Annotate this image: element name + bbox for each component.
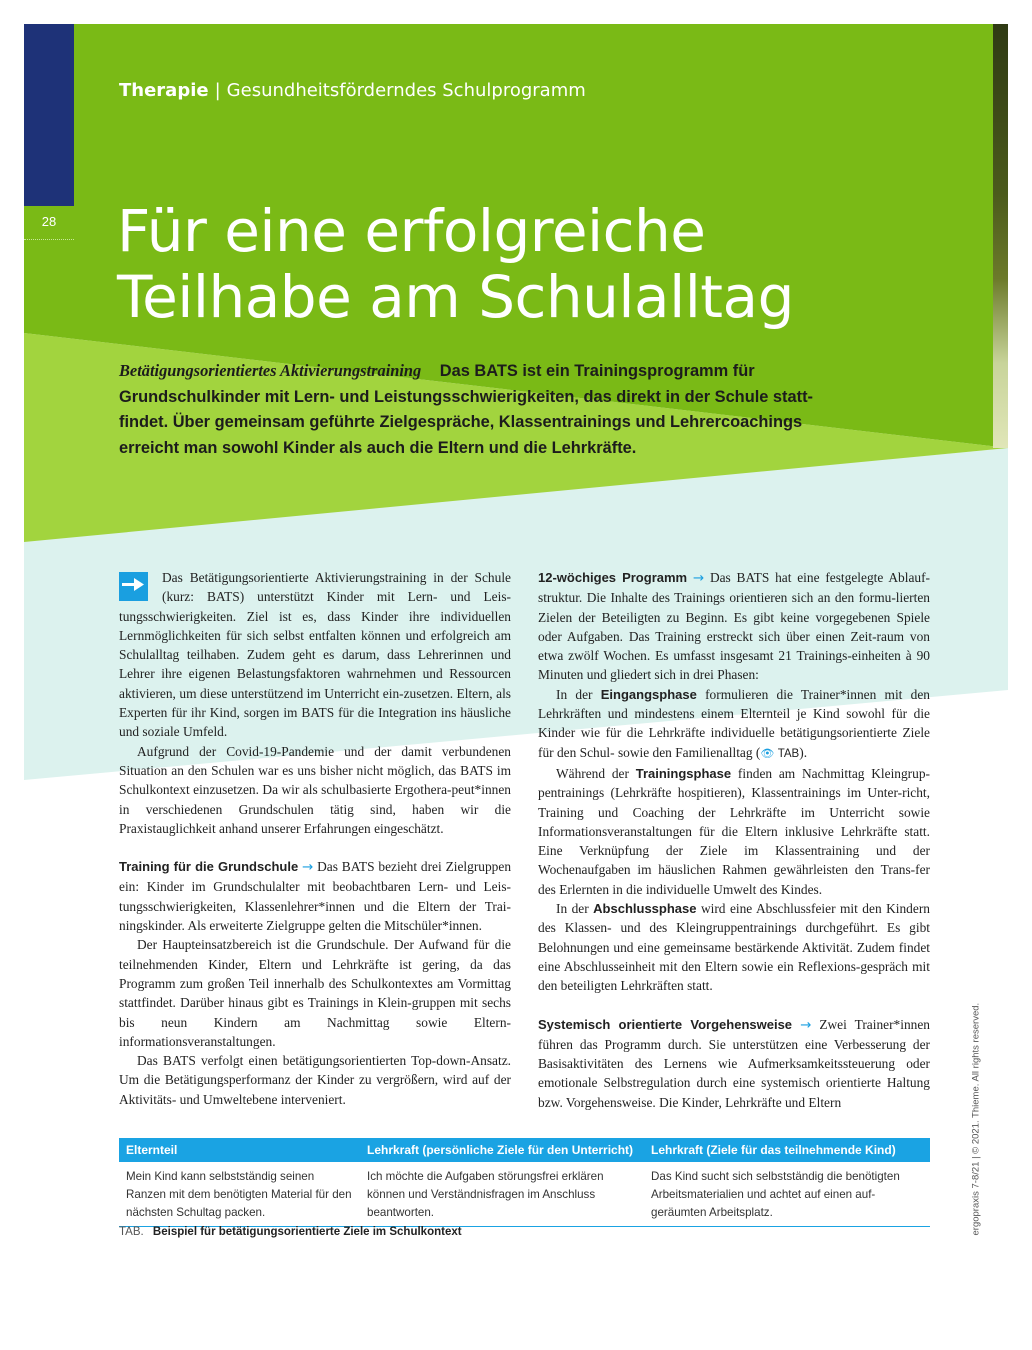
table-cell: Das Kind sucht sich selbstständig die benötigten Arbeitsmaterialien und achtet auf einen auf-geräumten Arbeitsplatz. [644, 1162, 930, 1227]
table-header-row [119, 1138, 930, 1162]
text-column-left [119, 568, 511, 1109]
systemisch-text: Zwei Trainer*innen führen das Programm durch. Sie unterstützen eine Verbesserung der Basisaktivitäten des Lernens wie Aufmerksamkeitssteuerung oder emotionale Selbstregulation durch eine systemisch orientierte Haltung bzw. Vorgehensweise. Die Kinder, Lehrkräfte und Eltern [538, 1016, 930, 1110]
eye-icon: 👁 [760, 746, 775, 760]
term-eingangsphase: Eingangsphase [600, 686, 697, 702]
navy-corner-bar [24, 24, 74, 206]
programm-paragraph [538, 568, 930, 685]
table-header-cell: Elternteil [119, 1138, 360, 1162]
table-header-cell: Lehrkraft (Ziele für das teilnehmende Kind) [644, 1138, 930, 1162]
programm-text: Das BATS hat eine festgelegte Ablauf-struktur. Die Inhalte des Trainings orientieren sich an den formu-lierten Zielen der Beteiligten zu Beginn. Es gibt keine vorgegebenen Spiele oder Aufgaben. Das Training erstreckt sich über einen Zeit-raum von etwa zwölf Wochen. Es umfasst insgesamt 21 Trainings-einheiten à 90 Minuten und gliedert sich in drei Phasen: [538, 570, 931, 683]
lead-title: Betätigungsorientiertes Aktivierungstraining [119, 361, 422, 380]
table-reference-link[interactable]: TAB [777, 747, 800, 760]
goals-table [119, 1138, 930, 1227]
eingangsphase-paragraph: In der Eingangsphase formulieren die Trainer*innen mit den Lehrkräften und mindestens einem Elternteil je Kind sowohl für die Kinder wie für die Lehrkräfte individuelle betätigungsorientierte Ziele für den Schul- sowie den Familienalltag (👁 TAB). [538, 686, 930, 760]
headline [117, 198, 917, 330]
headline-line-1: Für eine erfolgreiche [117, 197, 706, 265]
headline-line-2: Teilhabe am Schulalltag [117, 263, 794, 331]
table-cell: Ich möchte die Aufgaben störungsfrei erklären können und Verständnisfragen im Anschluss beantworten. [360, 1162, 644, 1227]
caption-text: Beispiel für betätigungsorientierte Ziele im Schulkontext [152, 1226, 462, 1238]
term-trainingsphase: Trainingsphase [635, 765, 732, 781]
caption-label: TAB. [119, 1226, 144, 1238]
arrow-right-icon: → [302, 860, 314, 876]
trainingsphase-paragraph: Während der Trainingsphase finden am Nachmittag Kleingrup-pentrainings (Lehrkräfte hospitieren), Klassentrainings im Unter-richt, Training und Coaching der Lehrkräfte im Unterricht sowie Informationsveranstaltungen für die Eltern inklusive Lehrkräfte statt. Eine Verknüpfung der Ziele im Klassentraining und der Wochenaufgaben im häuslichen Rahmen gewährleisten den Trans-fer des Erlernten in die individuelle Umwelt des Kindes. [538, 765, 930, 897]
copyright-note: ergopraxis 7-8/21 | © 2021. Thieme. All rights reserved. [970, 1002, 982, 1236]
page-number: 28 [24, 214, 74, 240]
subheading-grundschule: Training für die Grundschule [119, 859, 299, 875]
arrow-right-icon: → [692, 571, 705, 586]
subheading-systemisch: Systemisch orientierte Vorgehensweise [538, 1016, 793, 1032]
table-row [119, 1162, 930, 1227]
section-label: Therapie [119, 80, 209, 101]
start-arrow-icon [119, 572, 148, 601]
lead-text: Das BATS ist ein Trainingsprogramm für Grundschulkinder mit Lern- und Leistungsschwierigkeiten, das direkt in der Schule statt-findet. Über gemeinsam geführte Zielgespräche, Klassentrainings und Lehrercoachings erreicht man sowohl Kinder als auch die Eltern und die Lehrkräfte. [119, 362, 813, 457]
section-kicker [119, 80, 586, 101]
table-caption [119, 1226, 462, 1238]
covid-paragraph: Aufgrund der Covid-19-Pandemie und der damit verbundenen Situation an den Schulen war es uns bisher nicht möglich, das BATS im Schulkontext einzusetzen. Da wir als schulbasierte Ergothera-peut*innen in verschiedenen Grundschulen tätig sind, haben wir die Praxistauglichkeit anhand unserer Erfahrungen eingeschätzt. [119, 743, 511, 836]
intro-paragraph: Das Betätigungsorientierte Aktivierungstraining in der Schule (kurz: BATS) unterstützt Kinder mit Lern- und Leis-tungsschwierigkeiten. Ziel ist es, dass Kinder ihre individuellen Lernmöglichkeiten für sich selbst entfalten können und erfolgreich am Schulalltag teilhaben. Zudem geht es darum, dass Lehrerinnen und Lehrer ihre eigenen Belastungsfaktoren wahrnehmen und Ressourcen aktivieren, um diese unterstützend im Unterricht ein-zusetzen. Eltern, als Experten für ihr Kind, sorgen im BATS für die Integration ins häusliche und soziale Umfeld. [119, 570, 511, 740]
topdown-paragraph: Das BATS verfolgt einen betätigungsorientierten Top-down-Ansatz. Um die Betätigungsperformanz der Kinder zu vergrößern, wird auf der Aktivitäts- und Umweltebene interveniert. [119, 1053, 511, 1107]
lead-paragraph [119, 358, 824, 461]
text-column-right [538, 568, 930, 1112]
term-abschlussphase: Abschlussphase [593, 901, 697, 917]
arrow-right-icon: → [800, 1017, 812, 1033]
table-header-cell: Lehrkraft (persönliche Ziele für den Unterricht) [360, 1138, 644, 1162]
grundschule-text: Das BATS bezieht drei Zielgruppen ein: Kinder im Grundschulalter mit beobachtbaren Lern- und Leis-tungsschwierigkeiten, Klassenlehrer*innen und die Eltern der Trai-ningskinder. Als erweiterte Zielgruppe gelten die Mitschüler*innen. [119, 859, 512, 934]
edge-photo-strip [993, 24, 1008, 448]
table-cell: Mein Kind kann selbstständig seinen Ranzen mit dem benötigten Material für den nächsten Schultag packen. [119, 1162, 360, 1227]
topic-label: Gesundheitsförderndes Schulprogramm [226, 80, 586, 101]
abschlussphase-paragraph: In der Abschlussphase wird eine Abschlussfeier mit den Kindern des Klassen- und des Kleingruppentrainings durchgeführt. Es gibt Belohnungen und eine gemeinsame bestärkende Aktivität. Zudem findet eine Abschlusseinheit mit den Eltern sowie ein Reflexions-gespräch mit den beteiligten Lehrkräften statt. [538, 901, 930, 994]
systemisch-paragraph [538, 1015, 930, 1112]
grundschule-paragraph [119, 857, 511, 935]
haupteinsatz-paragraph: Der Haupteinsatzbereich ist die Grundschule. Der Aufwand für die teilnehmenden Kinder, Eltern und Lehrkräfte ist gering, da das Programm zum großen Teil innerhalb des Schulkontextes am Vormittag stattfindet. Darüber hinaus gibt es Trainings in Klein-gruppen mit sechs bis neun Kindern am Nachmittag sowie Eltern-informationsveranstaltungen. [119, 937, 511, 1049]
subheading-programm: 12-wöchiges Programm [538, 570, 688, 585]
kicker-separator: | [214, 80, 221, 101]
